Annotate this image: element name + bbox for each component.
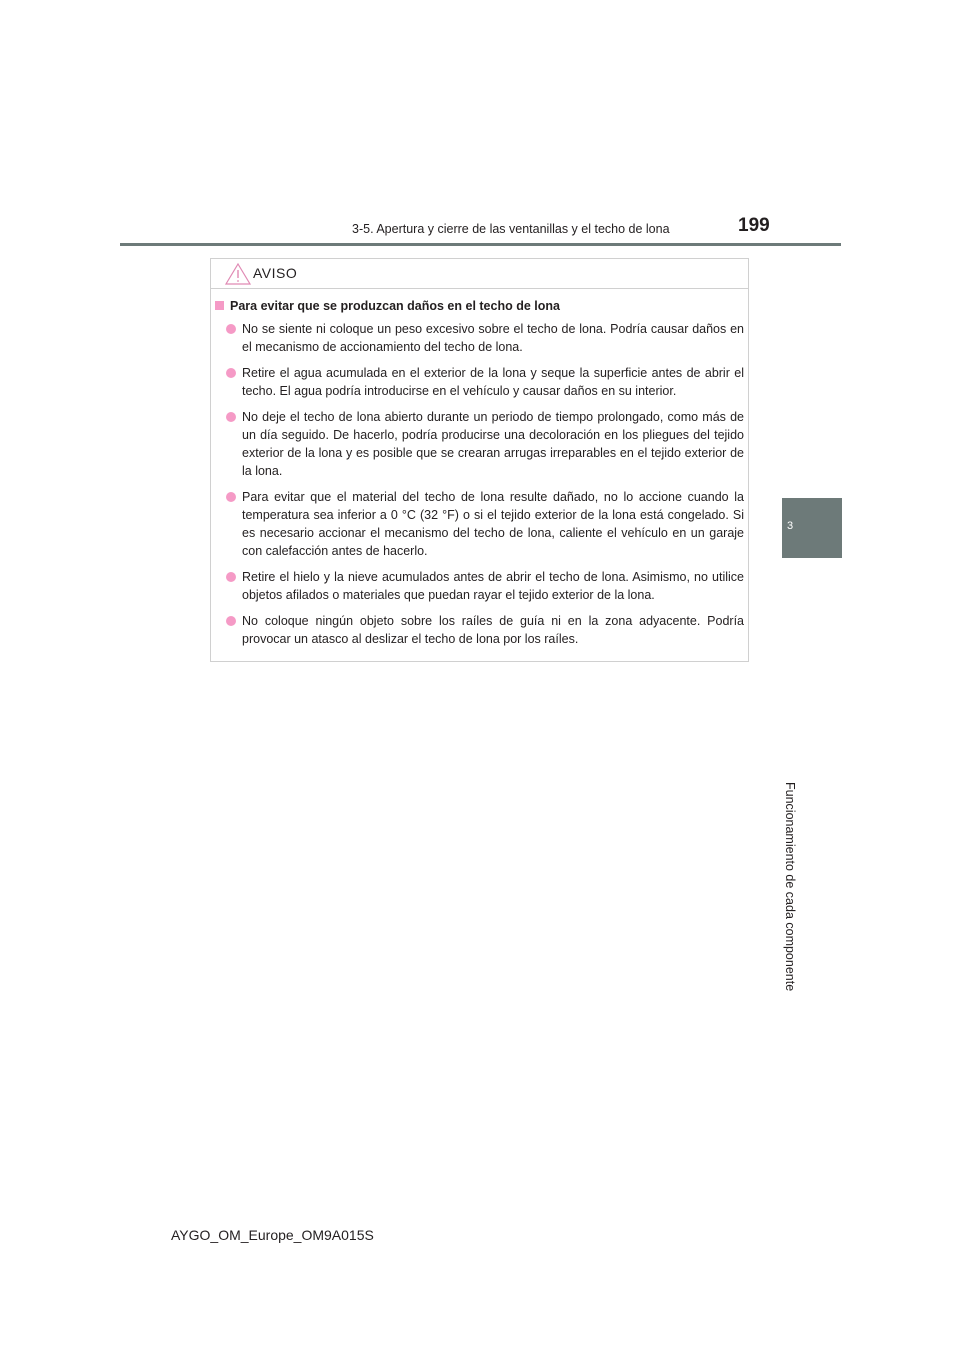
bullet-item: [226, 612, 744, 648]
running-header-section: 3-5. Apertura y cierre de las ventanillas y el techo de lona: [352, 222, 670, 236]
warning-title: AVISO: [253, 265, 298, 281]
document-code-footer: AYGO_OM_Europe_OM9A015S: [171, 1227, 374, 1243]
header-divider: [120, 243, 841, 246]
warning-triangle-icon: [225, 263, 251, 285]
bullet-item: [226, 488, 744, 560]
bullet-dot-icon: [226, 492, 236, 502]
bullet-dot-icon: [226, 412, 236, 422]
bullet-text: No se siente ni coloque un peso excesivo sobre el techo de lona. Podría causar daños en el mecanismo de accionamiento del techo de lona.: [242, 322, 744, 354]
bullet-dot-icon: [226, 324, 236, 334]
bullet-dot-icon: [226, 368, 236, 378]
bullet-text: No deje el techo de lona abierto durante un periodo de tiempo prolongado, como más de un día seguido. De hacerlo, podría producirse una decoloración en los pliegues del tejido exterior de la lona y es posible que se crearan arrugas irreparables en el tejido exterior de la lona.: [242, 410, 744, 478]
warning-bullet-list: [226, 320, 744, 656]
bullet-dot-icon: [226, 616, 236, 626]
bullet-text: Para evitar que el material del techo de lona resulte dañado, no lo accione cuando la temperatura sea inferior a 0 °C (32 °F) o si el tejido exterior de la lona está congelado. Si es necesario accionar el mecanismo del techo de lona, caliente el vehículo en un garaje con calefacción antes de hacerlo.: [242, 490, 744, 558]
bullet-dot-icon: [226, 572, 236, 582]
bullet-item: [226, 408, 744, 480]
warning-section-title: [215, 299, 560, 313]
section-square-icon: [215, 301, 224, 310]
bullet-item: [226, 320, 744, 356]
warning-box: [210, 258, 749, 662]
page-number: 199: [738, 215, 770, 236]
bullet-item: [226, 568, 744, 604]
bullet-text: No coloque ningún objeto sobre los raíles de guía ni en la zona adyacente. Podría provocar un atasco al deslizar el techo de lona por los raíles.: [242, 614, 744, 646]
warning-header: [211, 259, 748, 289]
chapter-side-title: Funcionamiento de cada componente: [783, 782, 797, 992]
section-title-text: Para evitar que se produzcan daños en el techo de lona: [230, 299, 560, 313]
bullet-text: Retire el agua acumulada en el exterior de la lona y seque la superficie antes de abrir el techo. El agua podría introducirse en el vehículo y causar daños en su interior.: [242, 366, 744, 398]
bullet-item: [226, 364, 744, 400]
chapter-tab: [782, 498, 842, 558]
bullet-text: Retire el hielo y la nieve acumulados antes de abrir el techo de lona. Asimismo, no utilice objetos afilados o materiales que puedan rayar el tejido exterior de la lona.: [242, 570, 744, 602]
chapter-number: 3: [787, 520, 794, 532]
